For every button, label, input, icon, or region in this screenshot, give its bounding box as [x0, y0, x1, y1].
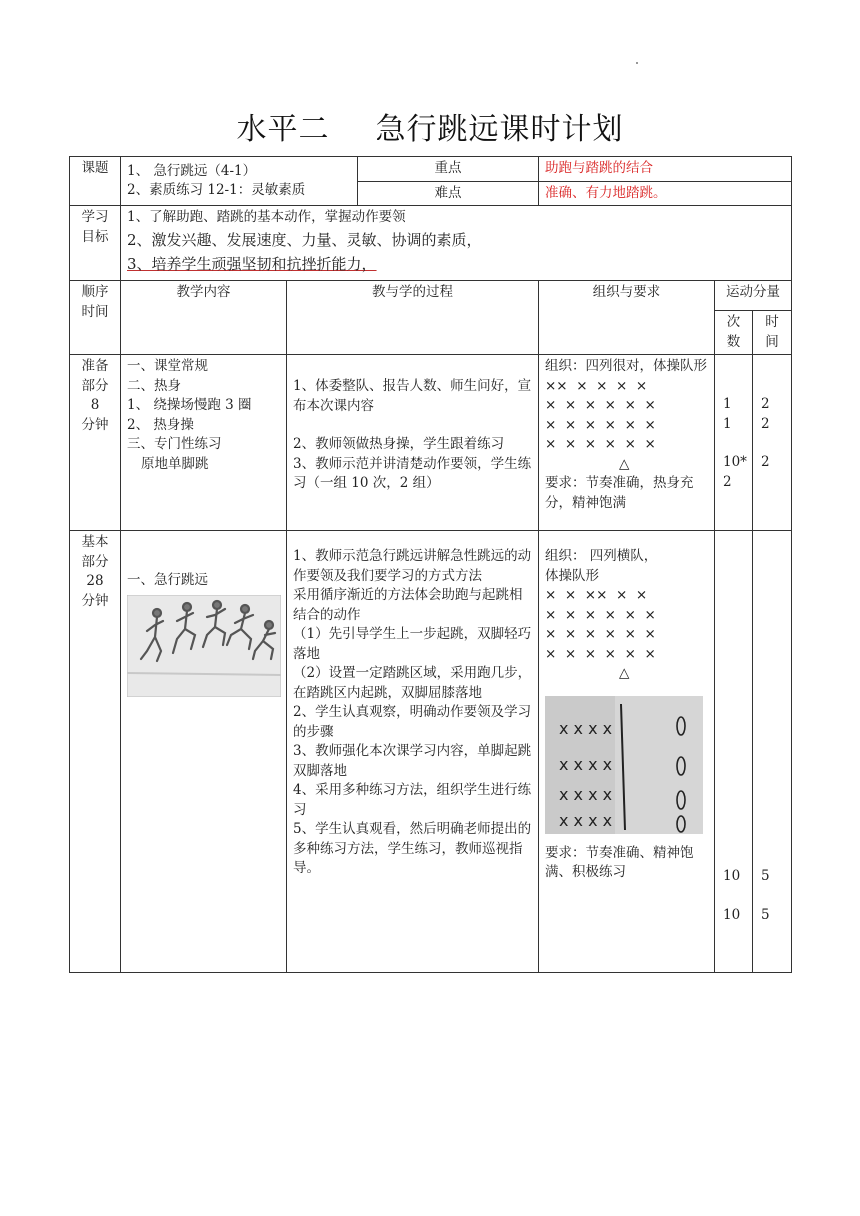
header-load: 运动分量 [715, 281, 792, 311]
topic-items: 1、 急行跳远（4-1） 2、素质练习 12-1：灵敏素质 [121, 157, 358, 206]
title-main: 急行跳远课时计划 [375, 112, 624, 147]
difficulty-value: 准确、有力地踏跳。 [539, 181, 792, 206]
goals-label: 学习 目标 [70, 206, 121, 281]
header-org: 组织与要求 [539, 281, 715, 355]
basic-label: 基本 部分 28 分钟 [70, 531, 121, 973]
prep-counts: 1 1 10* 2 [715, 355, 753, 531]
prep-organization: 组织：四列很对，体操队形 ×× × × × × × × × × × × × × × × × × × × × × × × △ 要求：节奏准确，热身充分，精神饱满 [539, 355, 715, 531]
basic-times: 5 5 [753, 531, 792, 973]
stray-dot [636, 62, 638, 64]
basic-formation: × × ×× × × × × × × × × × × × × × × × × × × × × △ [545, 586, 708, 684]
prep-content: 一、课堂常规 二、热身 1、 绕操场慢跑 3 圈 2、 热身操 三、专门性练习 原地单脚跳 [121, 355, 287, 531]
goals-list [121, 206, 792, 281]
header-time: 时 间 [753, 311, 792, 355]
title-level: 水平二 [236, 112, 330, 147]
prep-label: 准备 部分 8 分钟 [70, 355, 121, 531]
long-jump-photo [127, 595, 281, 697]
basic-process: 1、教师示范急行跳远讲解急性跳远的动作要领及我们要学习的方式方法 采用循序渐近的方法体会助跑与起跳相结合的动作 （1）先引导学生上一步起跳，双脚轻巧落地 （2）设置一定踏跳区域，采用跑几步，在踏跳区内起跳，双脚屈膝落地 2、学生认真观察，明确动作要领及学习的步骤 3、教师强化本次课学习内容，单脚起跳双脚落地 4、采用多种练习方法，组织学生进行练习 5、学生认真观看，然后明确老师提出的多种练习方法，学生练习，教师巡视指导。 [287, 531, 539, 973]
goal-item: 3、培养学生顽强坚韧和抗挫折能力， [127, 254, 377, 273]
svg-text:x x x x: x x x x [559, 784, 613, 804]
svg-text:x x x x: x x x x [559, 810, 613, 830]
formation-sketch-photo [545, 696, 703, 834]
teacher-marker: △ [619, 665, 630, 681]
goal-item: 2、激发兴趣、发展速度、力量、灵敏、协调的素质， [127, 230, 482, 249]
prep-times: 2 2 2 [753, 355, 792, 531]
page-title [0, 104, 860, 148]
header-count: 次 数 [715, 311, 753, 355]
key-point-value: 助跑与踏跳的结合 [539, 157, 792, 182]
basic-counts: 10 10 [715, 531, 753, 973]
header-process: 教与学的过程 [287, 281, 539, 355]
header-content: 教学内容 [121, 281, 287, 355]
difficulty-label: 难点 [358, 181, 539, 206]
lesson-plan-table [69, 156, 792, 973]
key-point-label: 重点 [358, 157, 539, 182]
header-order: 顺序 时间 [70, 281, 121, 355]
prep-formation: ×× × × × × × × × × × × × × × × × × × × × × × × △ [545, 377, 708, 475]
svg-text:x x x x: x x x x [559, 754, 613, 774]
topic-label: 课题 [70, 157, 121, 206]
teacher-marker: △ [619, 455, 630, 472]
svg-text:x x x x: x x x x [559, 718, 613, 738]
basic-content: 一、急行跳远 [121, 531, 287, 973]
prep-process: 1、体委整队、报告人数、师生问好，宣布本次课内容 2、教师领做热身操，学生跟着练习 3、教师示范并讲清楚动作要领，学生练习（一组 10 次，2 组） [287, 355, 539, 531]
goal-item: 1、了解助跑、踏跳的基本动作，掌握动作要领 [127, 209, 406, 225]
basic-organization: 组织： 四列横队， 体操队形 × × ×× × × × × × × × × × × × × × × × × × × × × △ x x x x x x x x x x x x x x x x 要求：节奏准确、精神饱满、积极练习 [539, 531, 715, 973]
